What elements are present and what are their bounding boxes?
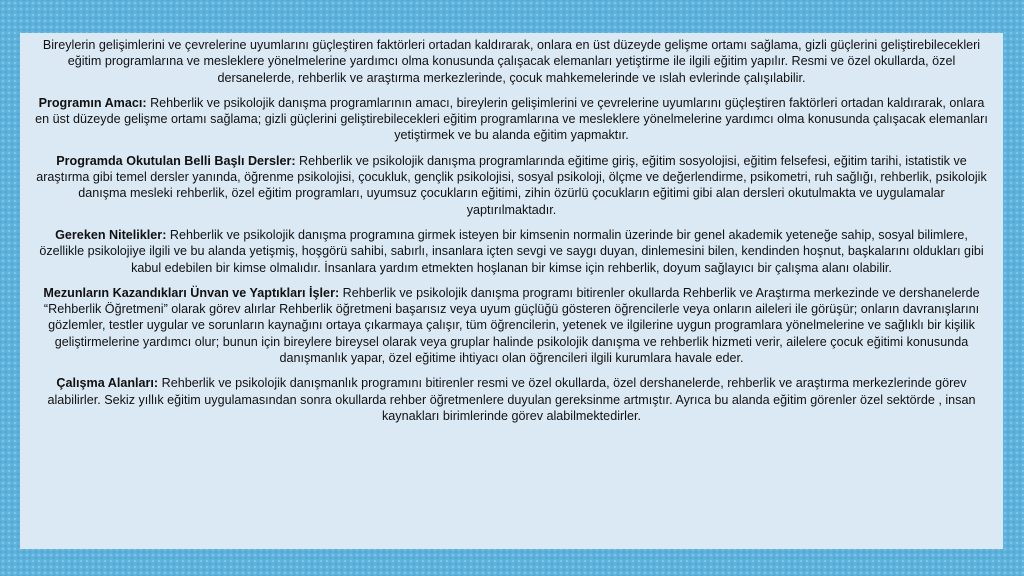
section-graduate-titles-jobs	[34, 285, 989, 366]
section-body: Rehberlik ve psikolojik danışma programlarının amacı, bireylerin gelişimlerini ve çevrelerine uyumlarını güçleştiren faktörleri ortadan kaldırarak, onlara en üst düzeyde gelişme ortamı sağlama; gizli güçlerini geliştirebilecekleri eğitim programlarına ve mesleklere yönelmelerine yardımcı olma konusunda çalışacak elemanları yetiştirmek ve bu alanda eğitim yapmaktır.	[35, 95, 988, 143]
section-heading: Çalışma Alanları:	[56, 376, 159, 391]
section-body: Rehberlik ve psikolojik danışma programına girmek isteyen bir kimsenin normalin üzerinde bir genel akademik yeteneğe sahip, sosyal bilimlere, özellikle psikolojiye ilgili ve bu alanda yetişmiş, hoşgörü sahibi, sabırlı, insanlara içten sevgi ve saygı duyan, dinlemesini bilen, kendinden hoşnut, başkalarını oldukları gibi kabul edebilen bir kimse olmalıdır. İnsanlara yardım etmekten hoşlanan bir kimse için rehberlik, doyum sağlayıcı bir çalışma alanı olabilir.	[39, 227, 984, 275]
section-program-purpose	[34, 95, 989, 144]
section-heading: Programın Amacı:	[38, 95, 147, 110]
section-body: Rehberlik ve psikolojik danışma programlarında eğitime giriş, eğitim sosyolojisi, eğitim felsefesi, eğitim tarihi, istatistik ve araştırma gibi temel dersler yanında, öğrenme psikolojisi, çocukluk, gençlik psikolojisi, sosyal psikoloji, ölçme ve değerlendirme, psikometri, ruh sağlığı, rehberlik, psikolojik danışma mesleki rehberlik, özel eğitim programları, uyumsuz çocukların eğitimi, zihin özürlü çocukların eğitimi gibi alan dersleri okutulmakta ve uygulamalar yaptırılmaktadır.	[36, 153, 987, 217]
section-heading: Mezunların Kazandıkları Ünvan ve Yaptıkları İşler:	[43, 285, 340, 300]
section-heading: Programda Okutulan Belli Başlı Dersler:	[56, 153, 296, 168]
section-work-areas	[34, 375, 989, 424]
intro-paragraph: Bireylerin gelişimlerini ve çevrelerine uyumlarını güçleştiren faktörleri ortadan kaldırarak, onlara en üst düzeyde gelişme ortamı sağlama, gizli güçlerini geliştirebilecekleri eğitim programlarına ve mesleklere yönelmelerine yardımcı olma konusunda çalışacak elemanları yetiştirme ile ilgili eğitim yapılır. Resmi ve özel okullarda, özel dersanelerde, rehberlik ve araştırma merkezlerinde, çocuk mahkemelerinde ve ıslah evlerinde çalışılabilir.	[42, 38, 981, 85]
section-body: Rehberlik ve psikolojik danışma programı bitirenler okullarda Rehberlik ve Araştırma merkezinde ve dershanelerde “Rehberlik Öğretmeni” olarak görev alırlar Rehberlik öğretmeni başarısız veya uyum güçlüğü gösteren öğrencilerle veya onların aileleri ile görüşür; onların davranışlarını gözlemler, testler uygular ve sorunların kaynağını ortaya çıkarmaya çalışır, tüm öğrencilerin, yetenek ve ilgilerine uygun programlara yönelmelerine ve sağlıklı bir kişilik geliştirmelerine yardımcı olur; bunun için bireylere bireysel olarak veya gruplar halinde psikolojik danışma ve rehberlik hizmeti verir, ailelere çocuk eğitimi konusunda danışmanlık yapar, özel eğitime ihtiyacı olan öğrencileri ilgili kurumlara havale eder.	[43, 285, 980, 366]
section-body: Rehberlik ve psikolojik danışmanlık programını bitirenler resmi ve özel okullarda, özel dershanelerde, rehberlik ve araştırma merkezlerinde görev alabilirler. Sekiz yıllık eğitim uygulamasından sonra okullarda rehber öğretmenlere duyulan gereksinme artmıştır. Ayrıca bu alanda eğitim görenler özel sektörde , insan kaynakları birimlerinde görev alabilmektedirler.	[47, 376, 976, 423]
slide-content-panel	[20, 33, 1003, 549]
section-heading: Gereken Nitelikler:	[55, 227, 167, 242]
section-required-qualities	[34, 227, 989, 276]
section-main-courses	[34, 153, 989, 218]
